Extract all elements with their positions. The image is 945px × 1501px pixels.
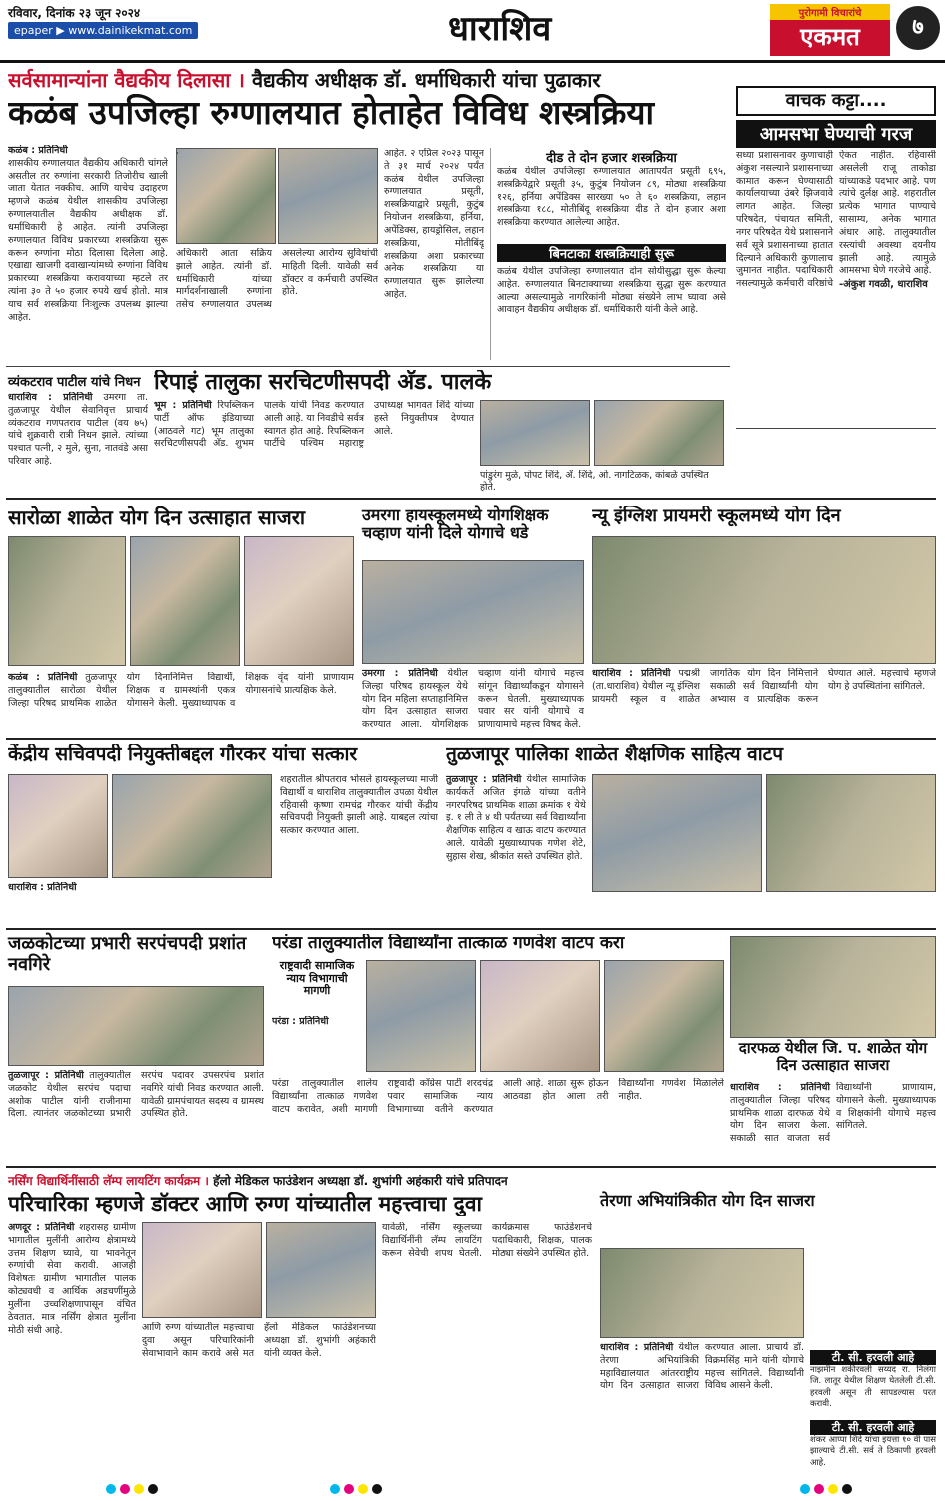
darfal-headline: दारफळ येथील जि. प. शाळेत योग दिन उत्साहात साजरा [738,1039,928,1075]
lead-headline: कळंब उपजिल्हा रुग्णालयात होताहेत विविध शस्त्रक्रिया [8,94,655,132]
lead-body [8,145,168,360]
nursing-photo-1 [142,1222,262,1318]
fact-title: दीड ते दोन हजार शस्त्रक्रिया [546,151,677,166]
rpi-byline: भूम : प्रतिनिधी [154,400,212,411]
epaper-link[interactable]: epaper ▶ www.dainikekmat.com [8,22,198,39]
terna-body [600,1342,804,1478]
notice1-title: टी. सी. हरवली आहे [810,1350,936,1365]
reader-text-2: रहिवासी असलेली राजू ताकोडा यांच्याकडे पदभार आहे. पण त्यांचे दुर्लक्ष आहे. शहरातील प्रत्येक भागात पाण्याचे सासाम्य, अनेक भागात अंधार आहे. तालुक्यातील रस्त्यांची अवस्था दयनीय झाली आहे. त्यामुळे आमसभा घेणे गरजेचे आहे. [839,150,936,277]
darfal-text: तालुक्यातील जिल्हा परिषद प्राथमिक शाळा दारफळ येथे योग दिन साजरा केला. सकाळी सात वाजता सर्व विद्यार्थ्यांनी प्राणायाम, योगासने केली. मुख्याध्यापक व शिक्षकांनी योगाचे महत्त्व सांगितले. [730,1082,936,1145]
yoga1-photo-2 [130,536,240,666]
yoga1-headline: सारोळा शाळेत योग दिन उत्साहात साजरा [8,506,306,529]
yoga1-photo-1 [8,536,126,666]
lead-photo-1 [176,148,276,244]
jalkot-text: तालुक्यातील जळकोट येथील सरपंच पदाचा अशोक पाटील यांनी राजीनामा दिला. त्यानंतर जळकोटच्या प्रभारी सरपंच पदावर उपसरपंच प्रशांत नवगिरे यांची निवड करण्यात आली. यावेळी ग्रामपंचायत सदस्य व ग्रामस्थ उपस्थित होते. [8,1070,264,1120]
reader-body [736,150,936,420]
terna-text: येथील तेरणा अभियांत्रिकी महाविद्यालयात आंतरराष्ट्रीय योग दिन उत्साहात साजरा करण्यात आला. प्राचार्य डॉ. विक्रमसिंह माने यांनी योगाचे महत्त्व सांगितले. विद्यार्थ्यांनी विविध आसने केली. [600,1342,804,1392]
divider [6,498,936,500]
fact2-title: बिनटाका शस्त्रक्रियाही सुरू [497,244,726,262]
lead-body-3: आहेत. २ एप्रिल २०२३ पासून ते ३१ मार्च २०२४ पर्यंत कळंब येथील उपजिल्हा रुग्णालयात प्रसूती, शस्त्रक्रियाद्वारे प्रसूती, कुटुंब नियोजन शस्त्रक्रिया, हर्निया, अपेंडिक्स, हायड्रोसिल, लहान शस्त्रक्रिया, मोतीबिंदू शस्त्रक्रिया अशा प्रकारच्या अनेक शस्त्रक्रिया या रुग्णालयात सुरू झालेल्या आहेत. [384,148,484,300]
gaurkar-extra-text: शहरातील श्रीपतराव भोसले हायस्कूलच्या माजी विद्यार्थी व धाराशिव तालुक्यातील उपळा येथील रहिवासी कृष्णा रामचंद्र गौरकर यांची केंद्रीय सचिवपदी नियुक्ती झाली आहे. याबद्दल त्यांचा सत्कार करण्यात आला. [280,774,438,837]
paranda-photo-2 [480,960,600,1072]
edition-title: धाराशिव [448,9,552,49]
lead-text: शासकीय रुग्णालयात वैद्यकीय अधिकारी चांगले असतील तर रुग्णांना सरकारी तिजोरीच खाली जाता येतात नक्कीच. आणि याचेच उदाहरण म्हणजे कळंब येथील शासकीय उपजिल्हा रुग्णालयातील वैद्यकीय अधीक्षक डॉ. धर्माधिकारी हे आहेत. त्यांनी उपजिल्हा रुग्णालयात विविध प्रकारच्या शस्त्रक्रिया सुरू करून रुग्णांना मोठा दिलासा दिलेला आहे. एखाद्या खाजगी दवाखान्यांमध्ये रुग्णांना विविध प्रकारच्या शस्त्रक्रिया करावयाच्या म्हटले तर त्यांना ३० ते ५० हजार रुपये खर्च होतो. मात्र याच सर्व शस्त्रक्रिया निःशुल्क उपलब्ध झाल्या आहेत. [8,157,168,323]
nursing-kicker [8,1172,592,1189]
notice-2 [810,1420,936,1483]
notice2-title: टी. सी. हरवली आहे [810,1420,936,1435]
notice2-body: शंकर आप्पा शिंदे यांचा इयत्ता १० वी पास झाल्याचे टी.सी. सर्व ते ठिकाणी हरवली आहे. [810,1435,936,1468]
yoga3-photo [592,536,936,664]
lead-facts [490,148,726,360]
terna-headline: तेरणा अभियांत्रिकीत योग दिन साजरा [600,1191,815,1210]
paranda-body: परंडा तालुक्यातील शालेय विद्यार्थ्यांना तात्काळ गणवेश वाटप करावेत, अशी मागणी राष्ट्रवादी काँग्रेस पार्टी शरदचंद्र पवार सामाजिक न्याय विभागाच्या वतीने करण्यात आली आहे. शाळा सुरू होऊन आठवडा होत आला तरी विद्यार्थ्यांना गणवेश मिळालेले नाहीत. [272,1078,724,1115]
yoga2-headline: उमरगा हायस्कूलमध्ये योगशिक्षक चव्हाण यांनी दिले योगाचे धडे [362,505,549,543]
reader-title: वाचक कट्टा.... [736,86,936,116]
nursing-kicker-text: हॅलो मेडिकल फाउंडेशन अध्यक्षा डॉ. शुभांगी अहंकारी यांचे प्रतिपादन [213,1174,508,1188]
rpi-photo-2 [594,400,724,466]
nursing-headline: परिचारिका म्हणजे डॉक्टर आणि रुग्ण यांच्यातील महत्त्वाचा दुवा [8,1192,482,1216]
brand-tag: पुरोगामी विचारांचे [770,4,890,20]
terna-photo [600,1248,804,1338]
rpi-body [154,400,474,494]
nursing-body [8,1222,136,1478]
rpi-photo-1 [480,400,590,466]
gaurkar-extra [280,774,438,878]
yoga3-text: पद्मश्री (ता.धाराशिव) येथील न्यू इंग्लिश प्रायमरी स्कूल व शाळेत जागतिक योग दिन निमित्ताने सकाळी सर्व विद्यार्थ्यांनी योग अभ्यास व प्रात्यक्षिक करून घेण्यात आले. महत्त्वाचे म्हणजे योग हे उपस्थितांना सांगितले. [592,668,936,705]
brand-name: एकमत [800,22,860,51]
color-registration-center [330,1484,386,1494]
brand-logo [770,4,890,56]
yoga1-byline: कळंब : प्रतिनिधी [8,672,78,683]
nursing-kicker-red: नर्सिंग विद्यार्थिनींसाठी लॅम्प लायटिंग कार्यक्रम । [8,1174,209,1188]
nursing-text: शहरासह ग्रामीण भागातील मुलींनी आरोग्य क्षेत्रामध्ये उत्तम शिक्षण घ्यावे, या भावनेतून रुग्णांची सेवा करावी. आजही विशेषतः ग्रामीण भागातील पालक कोट्यवधी व आर्थिक अडचणींमुळे मुलींना उच्चशिक्षणापासून वंचित ठेवतात. मात्र नर्सिंग क्षेत्रात मुलींना मोठी संधी आहे. [8,1222,136,1336]
page-number: ७ [896,6,940,50]
paranda-headline: परंडा तालुक्यातील विद्यार्थ्यांना तात्काळ गणवेश वाटप करा [272,934,625,953]
yoga1-body [8,672,354,734]
tuljapur-text: येथील सामाजिक कार्यकर्ते अजित इंगळे यांच्या वतीने नगरपरिषद प्राथमिक शाळा क्रमांक १ येथे इ. १ ली ते ४ थी पर्यंतच्या सर्व विद्यार्थ्यांना शैक्षणिक साहित्य व खाऊ वाटप करण्यात आले. यावेळी मुख्याध्यापक गणेश शेटे, सुहास शेख, श्रीकांत सस्ते उपस्थित होते. [446,774,586,862]
jalkot-photo [8,986,264,1066]
lead-byline: कळंब : प्रतिनिधी [8,145,68,156]
paranda-byline: परंडा : प्रतिनिधी [272,1016,329,1027]
spacer [176,152,178,154]
gaurkar-photo-1 [8,774,108,878]
gaurkar-byline: धाराशिव : प्रतिनिधी [8,882,77,893]
date: रविवार, दिनांक २३ जून २०२४ [8,6,141,20]
nursing-byline: अणदूर : प्रतिनिधी [8,1222,75,1233]
lead-body-2: अधिकारी आता सक्रिय झाले आहेत. त्यांनी डॉ. धर्माधिकारी यांच्या मार्गदर्शनाखाली रुग्णांना तसेच रुग्णालयात उपलब्ध असलेल्या आरोग्य सुविधांची माहिती दिली. यावेळी सर्व डॉक्टर व कर्मचारी उपस्थित होते. [176,248,378,311]
reader-subhead: आमसभा घेण्याची गरज [736,120,936,148]
darfal-photo [730,936,936,1038]
nursing-body-3: यावेळी, नर्सिंग स्कूलच्या विद्यार्थिनींनी लॅम्प लायटिंग करून सेवेची शपथ घेतली. कार्यक्रमास फाउंडेशनचे पदाधिकारी, शिक्षक, पालक मोठ्या संख्येने उपस्थित होते. [382,1222,592,1259]
obit-title: व्यंकटराव पाटील यांचे निधन [8,375,141,390]
lead-photo-2 [278,148,378,244]
lead-kicker-text: वैद्यकीय अधीक्षक डॉ. धर्माधिकारी यांचा पुढाकार [251,68,601,92]
terna-byline: धाराशिव : प्रतिनिधी [600,1342,674,1353]
yoga2-body [362,668,584,734]
fact2-body: कळंब येथील उपजिल्हा रुग्णालयात दोन सोयीसुद्धा सुरू केल्या आहेत. रुग्णालयात बिनटाक्याच्या शस्त्रक्रिया सुद्धा सुरू करण्यात आल्या असल्यामुळे नागरिकांनी मोठ्या संख्येने लाभ घ्यावा असे आवाहन वैद्यकीय अधीक्षक डॉ. धर्माधिकारी यांनी केले आहे. [497,266,726,316]
gaurkar-body [8,882,438,922]
rpi-headline: रिपाइं तालुका सरचिटणीसपदी अ‍ॅड. पालके [154,370,492,395]
darfal-byline: धाराशिव : प्रतिनिधी [730,1082,830,1093]
tuljapur-photo-1 [592,774,762,892]
obit-body [8,392,148,492]
notice1-body: नाझमीन शकीरवली सय्यद रा. निलंगा जि. लातूर येथील शिक्षण घेतलेली टी.सी. हरवली असून ती सापडल्यास परत करावी. [810,1365,936,1410]
jalkot-body [8,1070,264,1162]
yoga2-text: येथील जिल्हा परिषद हायस्कूल येथे योग दिन महिला सप्ताहानिमित्त योग दिन उत्साहात साजरा करण्यात आला. योगशिक्षक चव्हाण यांनी योगाचे महत्त्व सांगून विद्यार्थ्यांकडून योगासने करून घेतली. मुख्याध्यापक पवार सर यांनी योगाचे व प्राणायामाचे महत्त्व विषद केले. [362,668,584,731]
nursing-photo-2 [266,1222,376,1318]
yoga2-photo [362,560,584,664]
jalkot-byline: तुळजापूर : प्रतिनिधी [8,1070,84,1081]
notice-1 [810,1350,936,1425]
tuljapur-photo-2 [766,774,936,892]
reader-text: सध्या प्रशासनावर कुणाचाही अंकुश नसल्याने प्रशासनाच्या कामात करून घेण्यासाठी कार्यालयाच्या उंबरे झिजवावे लागत आहेत. जिल्हा परिषदेत, पंचायत समिती, नगर परिषदेत येथे प्रशासनाने सर्व सूत्रे प्रशासनाच्या हातात दिल्याने अधिकारी कुणालाच जुमानत नाहीत. पदाधिकारी नसल्यामुळे कर्मचारी वरिष्ठांचे ऐकत नाहीत. [736,150,895,290]
paranda-photo-1 [366,960,476,1072]
obit-byline: धाराशिव : प्रतिनिधी [8,392,93,403]
divider [6,1166,936,1168]
tuljapur-body [446,774,586,922]
paranda-photo-3 [604,960,724,1072]
gaurkar-photo-2 [112,774,272,878]
yoga3-headline: न्यू इंग्लिश प्रायमरी स्कूलमध्ये योग दिन [592,506,841,526]
jalkot-headline: जळकोटच्या प्रभारी सरपंचपदी प्रशांत नवगिरे [8,933,247,975]
color-registration-left [106,1484,162,1494]
rpi-text: रिपब्लिकन पार्टी ऑफ इंडियाच्या (आठवले गट) भूम तालुका सरचिटणीसपदी अ‍ॅड. शुभम पालके यांची निवड करण्यात आली आहे. या निवडीचे सर्वत्र स्वागत होत आहे. रिपब्लिकन पार्टीचे पश्चिम महाराष्ट्र उपाध्यक्ष भागवत शिंदे यांच्या हस्ते नियुक्तीपत्र देण्यात आले. [154,400,474,450]
fact-body: कळंब येथील उपजिल्हा रुग्णालयात आतापर्यंत प्रसूती ६९५, शस्त्रक्रियेद्वारे प्रसूती ३५, कुटुंब नियोजन ८९, मोठ्या शस्त्रक्रिया १२६, हर्निया अपेंडिक्स सारख्या ५० ते ६० शस्त्रक्रिया, लहान शस्त्रक्रिया १८८, मोतीबिंदू शस्त्रक्रिया दीड ते दोन हजार अशा शस्त्रक्रिया करण्यात आलेल्या आहेत. [497,166,726,229]
paranda-subhead: राष्ट्रवादी सामाजिक न्याय विभागाची मागणी [279,959,355,998]
divider [6,366,730,367]
lead-kicker [8,66,728,93]
divider [736,428,936,429]
tuljapur-headline: तुळजापूर पालिका शाळेत शैक्षणिक साहित्य वाटप [446,744,784,765]
reader-signature: -अंकुश गवळी, धाराशिव [839,279,928,291]
yoga3-body [592,668,936,734]
paranda-byline-col [272,1016,362,1076]
tuljapur-byline: तुळजापूर : प्रतिनिधी [446,774,522,785]
header-rule [0,60,945,63]
gaurkar-headline: केंद्रीय सचिवपदी नियुक्तीबद्दल गौरकर यांचा सत्कार [8,744,358,765]
divider [6,928,936,930]
divider [6,738,936,740]
rpi-caption: पांडुरंग मुळे, पोपट शिंदे, अ‍ॅ. शिंदे, ओ. नागटिळक, कांबळे उपस्थित होते. [480,470,709,494]
darfal-body [730,1082,936,1162]
yoga2-byline: उमरगा : प्रतिनिधी [362,668,438,679]
color-registration-right [800,1484,856,1494]
lead-kicker-red: सर्वसामान्यांना वैद्यकीय दिलासा । [8,68,246,92]
yoga3-byline: धाराशिव : प्रतिनिधी [592,668,671,679]
yoga1-photo-3 [244,536,354,666]
obit-text: उमरगा ता. तुळजापूर येथील सेवानिवृत्त प्राचार्य व्यंकटराव गणपतराव पाटील (वय ७५) यांचे शुक्रवारी रात्री निधन झाले. त्यांच्या पश्चात पत्नी, २ मुले, सुना, नातवंडे असा परिवार आहे. [8,392,148,468]
yoga1-text: तुळजापूर तालुक्यातील सारोळा येथील जिल्हा परिषद प्राथमिक शाळेत योग दिनानिमित्त विद्यार्थी, शिक्षक व ग्रामस्थांनी एकत्र योगासने केली. मुख्याध्यापक व शिक्षक वृंद यांनी प्राणायाम योगासनांचे प्रात्यक्षिक केले. [8,672,354,709]
nursing-body-2: आणि रुग्ण यांच्यातील महत्त्वाचा दुवा असून परिचारिकांनी सेवाभावाने काम करावे असे मत हॅलो मेडिकल फाउंडेशनच्या अध्यक्षा डॉ. शुभांगी अहंकारी यांनी व्यक्त केले. [142,1322,376,1359]
